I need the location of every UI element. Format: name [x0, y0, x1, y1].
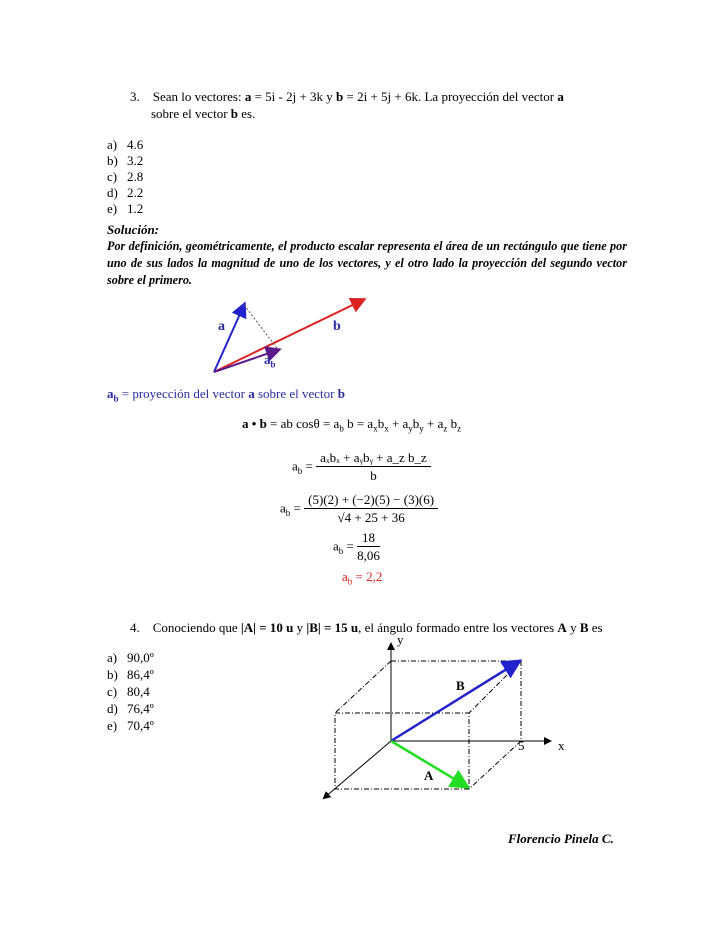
- q4-option-e[interactable]: e) 70,4º: [107, 718, 154, 733]
- projection-diagram: [200, 290, 380, 380]
- projection-dashed-line: [244, 305, 280, 352]
- q4-option-b[interactable]: b) 86,4º: [107, 667, 154, 682]
- q3-option-a[interactable]: a) 4.6: [107, 137, 144, 152]
- vector-B-arrow: [391, 662, 518, 741]
- question-3-line-1: 3. Sean lo vectores: a = 5i - 2j + 3k y b = 2i + 5j + 6k. La proyección del vector a: [130, 89, 564, 104]
- q3-option-c[interactable]: c) 2.8: [107, 169, 144, 184]
- diagram-label-b: b: [333, 319, 341, 334]
- vector-a-arrow: [214, 305, 244, 372]
- q3-option-d[interactable]: d) 2.2: [107, 185, 144, 200]
- author-footer: Florencio Pinela C.: [508, 831, 614, 846]
- q4-option-d[interactable]: d) 76,4º: [107, 701, 154, 716]
- diagram-label-a: a: [218, 319, 225, 334]
- projection-definition: $a_b$ = proyección del vector a sobre el vector b: [107, 386, 345, 404]
- solution-title: Solución:: [107, 222, 160, 237]
- vectors-box-diagram: [310, 632, 580, 802]
- projection-substitution: $a_b$ = $\frac{(5)(2) + (-2)(5) - (3)(6)}{√4 + 25 + 36}$: [280, 492, 438, 527]
- q3-option-e[interactable]: e) 1.2: [107, 201, 144, 216]
- diagram-label-ab: $a_b$: [264, 352, 276, 370]
- projection-result: $a_b = 2,2$: [342, 569, 383, 587]
- axis-x-label: x: [558, 738, 565, 753]
- solution-text: Por definición, geométricamente, el producto escalar representa el área de un rectángulo que tiene por uno de sus lados la magnitud de uno de los vectores, y el otro lado la proyección del segundo vector sobre el primero.: [107, 239, 627, 287]
- projection-numeric: $a_b$ = $\frac{18}{8,06}$: [333, 530, 380, 563]
- projection-formula: $a_b$ = $\frac{\text{aₓbₓ + aᵧbᵧ + a\_z b\_z}}{b}$: [292, 450, 431, 485]
- dot-product-equation: a • b = ab $\cos\theta = a_b$ $b = a_xb_x + a_yb_y + a_z$ $b_z$: [242, 416, 462, 434]
- axis-y-label: y: [397, 632, 404, 647]
- vector-B-label: B: [456, 678, 465, 693]
- q4-option-a[interactable]: a) 90,0º: [107, 650, 154, 665]
- question-4: 4. Conociendo que |A| = 10 u y |B| = 15 u, el ángulo formado entre los vectores A y B es: [130, 620, 603, 635]
- axis-tick-5: 5: [518, 738, 525, 753]
- q3-option-b[interactable]: b) 3.2: [107, 153, 144, 168]
- vector-A-label: A: [424, 768, 434, 783]
- question-3-line-2: sobre el vector b es.: [151, 106, 256, 121]
- q4-option-c[interactable]: c) 80,4: [107, 684, 150, 699]
- vector-b-arrow: [214, 300, 363, 372]
